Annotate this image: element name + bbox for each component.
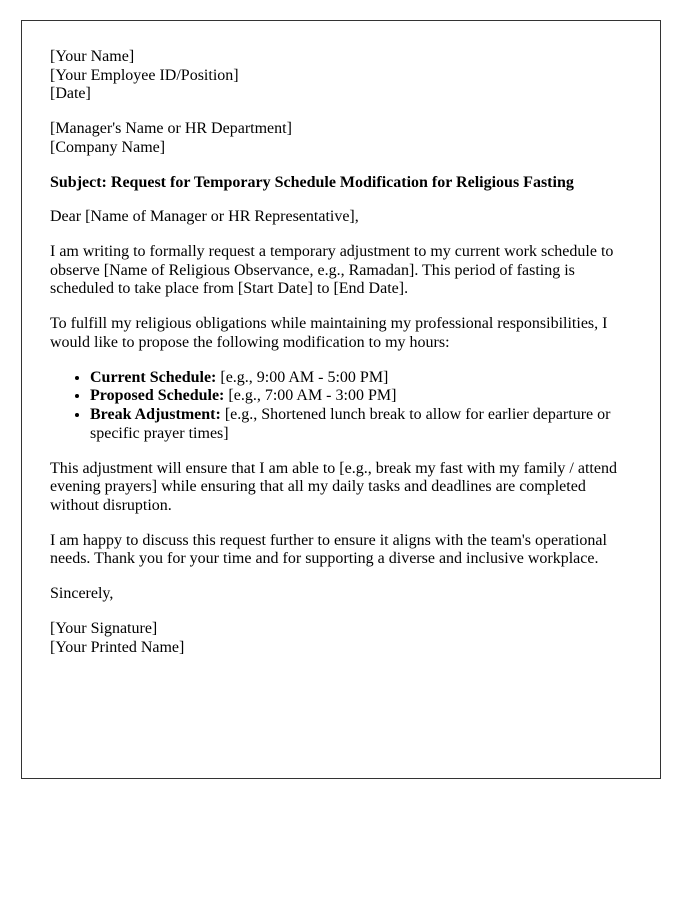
bullet-break-adjustment (90, 406, 632, 443)
bullet-label: Current Schedule: (90, 368, 217, 386)
recipient-company: [Company Name] (50, 138, 166, 156)
paragraph-benefit: This adjustment will ensure that I am able to [e.g., break my fast with my family / attend evening prayers] while ensuring that all my daily tasks and deadlines are completed without disruption. (50, 459, 617, 514)
bullet-text: [e.g., 9:00 AM - 5:00 PM] (220, 368, 389, 386)
bullet-label: Proposed Schedule: (90, 387, 225, 405)
bullet-text: [e.g., 7:00 AM - 3:00 PM] (228, 387, 397, 405)
signature-block (50, 620, 632, 657)
sender-employee-id: [Your Employee ID/Position] (50, 66, 239, 84)
bullet-text: [e.g., Shortened lunch break to allow for earlier departure or specific prayer times] (90, 406, 611, 442)
schedule-bullet-list (50, 369, 632, 444)
recipient-manager: [Manager's Name or HR Department] (50, 120, 292, 138)
paragraph-request: I am writing to formally request a temporary adjustment to my current work schedule to observe [Name of Religious Observance, e.g., Ramadan]. This period of fasting is scheduled to take place from [Start Date] to [End Date]. (50, 243, 614, 298)
letter-page (21, 20, 661, 779)
bullet-label: Break Adjustment: (90, 406, 221, 424)
sender-name: [Your Name] (50, 48, 135, 65)
printed-name-line: [Your Printed Name] (50, 638, 185, 656)
bullet-proposed-schedule (90, 387, 632, 406)
paragraph-closing-thanks: I am happy to discuss this request further to ensure it aligns with the team's operational needs. Thank you for your time and for supporting a diverse and inclusive workplace. (50, 531, 607, 568)
bullet-current-schedule (90, 369, 632, 388)
sender-block (50, 48, 632, 104)
recipient-block (50, 120, 632, 157)
paragraph-proposal-intro: To fulfill my religious obligations while maintaining my professional responsibilities, I would like to propose the following modification to my hours: (50, 315, 608, 351)
letter-date: [Date] (50, 85, 91, 103)
subject-line: Subject: Request for Temporary Schedule Modification for Religious Fasting (50, 173, 574, 191)
closing-salutation: Sincerely, (50, 585, 114, 603)
signature-line: [Your Signature] (50, 619, 158, 637)
salutation: Dear [Name of Manager or HR Representative], (50, 208, 359, 226)
